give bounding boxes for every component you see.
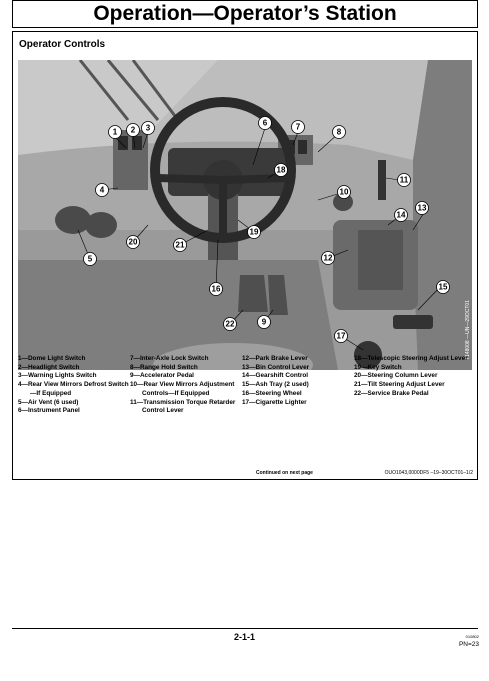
cab-illustration [18, 60, 472, 370]
legend-column-2 [130, 355, 240, 416]
footer-code: 010802 [465, 634, 479, 639]
callout-15: 15 [438, 282, 448, 292]
callout-4: 4 [99, 185, 105, 195]
callout-19: 19 [249, 227, 259, 237]
legend-item: 20—Steering Column Lever [354, 372, 438, 380]
legend-item: 15—Ash Tray (2 used) [242, 381, 309, 389]
section-heading: Operator Controls [19, 39, 106, 50]
legend-item: 5—Air Vent (6 used) [18, 398, 79, 406]
callout-9: 9 [261, 317, 267, 327]
legend-item: 11—Transmission Torque Retarder Control Lever [130, 398, 236, 415]
legend-column-1 [18, 355, 130, 416]
callout-12: 12 [323, 253, 333, 263]
legend-column-4 [354, 355, 470, 399]
callout-18: 18 [276, 165, 286, 175]
legend-item: 22—Service Brake Pedal [354, 389, 429, 397]
legend-column-3 [242, 355, 352, 407]
callout-2: 2 [130, 125, 136, 135]
legend-item: 16—Steering Wheel [242, 389, 302, 397]
page-title: Operation—Operator’s Station [12, 0, 478, 28]
legend-item: 2—Headlight Switch [18, 363, 80, 371]
legend-item: 18—Telescopic Steering Adjust Lever [354, 355, 468, 362]
legend-item: 19—Key Switch [354, 363, 402, 371]
legend-item: 17—Cigarette Lighter [242, 398, 307, 406]
legend-item: 1—Dome Light Switch [18, 355, 86, 362]
callout-1: 1 [112, 127, 118, 137]
legend-item: 12—Park Brake Lever [242, 355, 308, 362]
legend-item: 4—Rear View Mirrors Defrost Switch—If Equipped [18, 381, 129, 397]
legend-item: 8—Range Hold Switch [130, 363, 198, 371]
callout-21: 21 [175, 240, 185, 250]
callout-6: 6 [262, 118, 268, 128]
footer-pn: PN=23 [458, 641, 479, 648]
document-code: OUO1043,0000DF5 –19–30OCT01–1/2 [384, 470, 473, 476]
callout-17: 17 [336, 331, 346, 341]
callout-5: 5 [87, 254, 93, 264]
footer-divider [12, 628, 478, 629]
callout-16: 16 [211, 284, 221, 294]
callout-14: 14 [396, 210, 406, 220]
image-code: T148008 —UN—29OCT01 [465, 300, 471, 361]
operator-controls-section [12, 31, 478, 480]
continued-note: Continued on next page [256, 470, 313, 476]
legend-item: 6—Instrument Panel [18, 407, 80, 415]
callout-10: 10 [339, 187, 349, 197]
callout-13: 13 [417, 203, 427, 213]
callout-7: 7 [295, 122, 301, 132]
legend-item: 3—Warning Lights Switch [18, 372, 97, 380]
cab-photo [18, 60, 472, 370]
callout-22: 22 [225, 319, 235, 329]
callout-3: 3 [145, 123, 151, 133]
legend-item: 21—Tilt Steering Adjust Lever [354, 381, 445, 389]
callout-20: 20 [128, 237, 138, 247]
legend-item: 14—Gearshift Control [242, 372, 309, 380]
callout-11: 11 [399, 175, 409, 185]
legend-item: 9—Accelerator Pedal [130, 372, 194, 380]
legend-item: 13—Bin Control Lever [242, 363, 310, 371]
callout-8: 8 [336, 127, 342, 137]
page-number: 2-1-1 [233, 632, 255, 642]
legend-item: 10—Rear View Mirrors Adjustment Controls—If Equipped [130, 381, 235, 397]
legend-item: 7—Inter-Axle Lock Switch [130, 355, 209, 362]
